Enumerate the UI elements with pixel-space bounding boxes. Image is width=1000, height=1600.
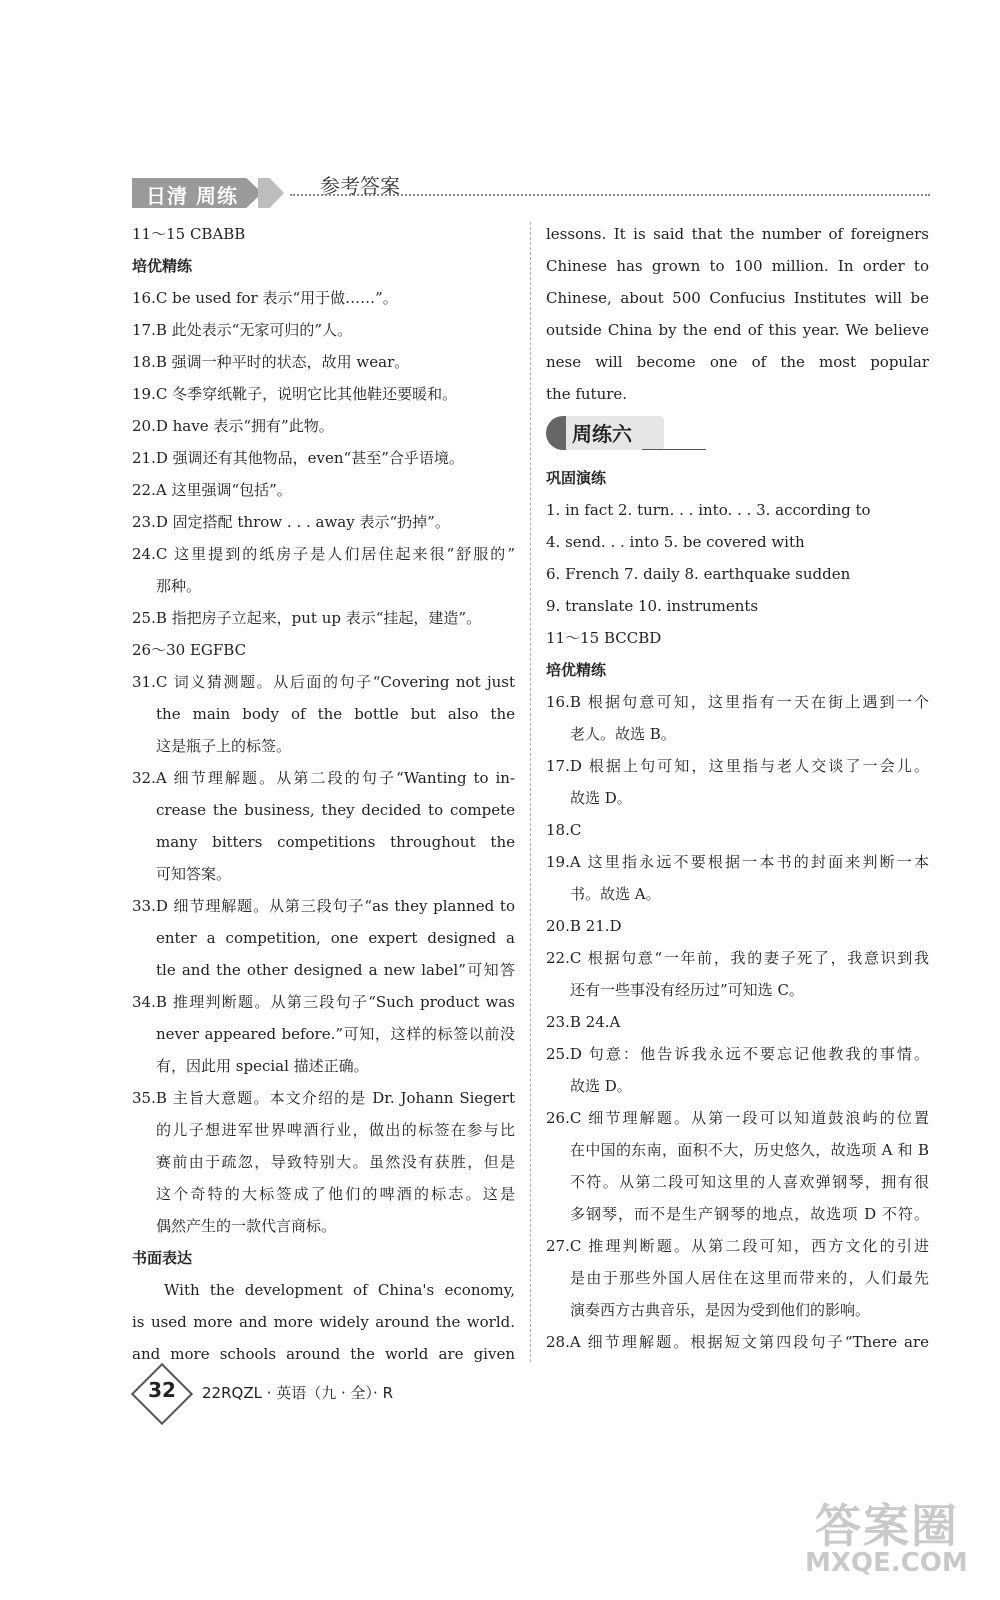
answer-line: 9. translate 10. instruments (546, 597, 759, 615)
answer-line: 6. French 7. daily 8. earthquake sudden (546, 565, 851, 583)
answer-line: outside China by the end of this year. We believe (546, 321, 929, 339)
answer-line: 21.D 强调还有其他物品，even“甚至”合乎语境。 (132, 449, 464, 467)
answer-line: 在中国的东南，面积不大，历史悠久，故选项 A 和 B (570, 1141, 929, 1159)
answer-line: 16.C be used for 表示“用于做……”。 (132, 289, 398, 307)
answer-line: 这个奇特的大标签成了他们的啤酒的标志。这是 (156, 1185, 515, 1203)
section-heading: 培优精练 (546, 661, 607, 679)
answer-line: 有，因此用 special 描述正确。 (156, 1057, 369, 1075)
week-heading-underline (642, 449, 706, 450)
answer-line: 33.D 细节理解题。从第三段句子“as they planned to (132, 897, 515, 915)
right-column (546, 218, 929, 1358)
section-heading: 培优精练 (132, 257, 193, 275)
answer-line: 11～15 BCCBD (546, 629, 662, 647)
answer-line: 多钢琴，而不是生产钢琴的地点，故选项 D 不符。 (570, 1205, 929, 1223)
watermark-logo-en: MXQE.COM (805, 1548, 968, 1578)
answer-line: 赛前由于疏忽，导致特别大。虽然没有获胜，但是 (156, 1153, 515, 1171)
answer-line: 23.B 24.A (546, 1013, 621, 1031)
answer-line: 23.D 固定搭配 throw . . . away 表示“扔掉”。 (132, 513, 450, 531)
answer-line: 18.C (546, 821, 582, 839)
answer-line: 19.A 这里指永远不要根据一本书的封面来判断一本 (546, 853, 929, 871)
header-tag: 日清 周练 (146, 184, 238, 208)
answer-line: the future. (546, 385, 628, 403)
answer-line: 22.C 根据句意“一年前，我的妻子死了，我意识到我 (546, 949, 929, 967)
answer-line: 的儿子想进军世界啤酒行业，做出的标签在参与比 (156, 1121, 515, 1139)
answer-line: and more schools around the world are given (132, 1345, 515, 1363)
answer-line: With the development of China's economy, (164, 1281, 515, 1299)
section-heading: 书面表达 (132, 1249, 193, 1267)
week-heading-marker (546, 416, 566, 450)
answer-line: 偶然产生的一款代言商标。 (156, 1217, 337, 1235)
answer-line: 18.B 强调一种平时的状态，故用 wear。 (132, 353, 410, 371)
answer-line: 11～15 CBABB (132, 225, 246, 243)
week-heading-text: 周练六 (572, 422, 632, 446)
answer-line: 26～30 EGFBC (132, 641, 247, 659)
answer-line: 17.B 此处表示“无家可归的”人。 (132, 321, 352, 339)
answer-line: 24.C 这里提到的纸房子是人们居住起来很“舒服的” (132, 545, 515, 563)
week-six-heading (546, 410, 929, 462)
answer-line: nese will become one of the most popular (546, 353, 929, 371)
header-band-arrow (258, 178, 284, 208)
header-dotted-rule (290, 194, 930, 196)
answer-line: 4. send. . . into 5. be covered with (546, 533, 805, 551)
answer-line: crease the business, they decided to compete (156, 801, 515, 819)
answer-line: 16.B 根据句意可知，这里指有一天在街上遇到一个 (546, 693, 929, 711)
answer-line: 32.A 细节理解题。从第二段的句子“Wanting to in- (132, 769, 515, 787)
page-title: 参考答案 (320, 174, 400, 198)
answer-line: 那种。 (156, 577, 202, 595)
answer-line: 是由于那些外国人居住在这里而带来的，人们最先 (570, 1269, 929, 1287)
answer-line: 31.C 词义猜测题。从后面的句子“Covering not just (132, 673, 515, 691)
answer-line: lessons. It is said that the number of foreigners (546, 225, 929, 243)
answer-line: enter a competition, one expert designed a (156, 929, 515, 947)
answer-line: 27.C 推理判断题。从第二段可知，西方文化的引进 (546, 1237, 929, 1255)
answer-line: Chinese has grown to 100 million. In order to (546, 257, 929, 275)
answer-line: the main body of the bottle but also the (156, 705, 515, 723)
answer-line: many bitters competitions throughout the (156, 833, 515, 851)
answer-line: 演奏西方古典音乐，是因为受到他们的影响。 (570, 1301, 871, 1319)
answer-line: 这是瓶子上的标签。 (156, 737, 292, 755)
answer-line: 34.B 推理判断题。从第三段句子“Such product was (132, 993, 515, 1011)
answer-line: 25.D 句意：他告诉我永远不要忘记他教我的事情。 (546, 1045, 929, 1063)
answer-line: 20.D have 表示“拥有”此物。 (132, 417, 334, 435)
section-heading: 巩固演练 (546, 469, 607, 487)
answer-line: is used more and more widely around the world. (132, 1313, 515, 1331)
answer-line: tle and the other designed a new label”可知答 (156, 961, 515, 979)
footer-code: 22RQZL · 英语（九 · 全）· R (202, 1384, 394, 1402)
answer-line: 书。故选 A。 (570, 885, 661, 903)
answer-line: 可知答案。 (156, 865, 232, 883)
answer-line: 28.A 细节理解题。根据短文第四段句子“There are (546, 1333, 929, 1351)
left-column (132, 218, 515, 1370)
answer-line: 不符。从第二段可知这里的人喜欢弹钢琴，拥有很 (570, 1173, 929, 1191)
column-divider (530, 222, 531, 1362)
answer-line: 19.C 冬季穿纸靴子，说明它比其他鞋还要暖和。 (132, 385, 458, 403)
answer-line: 1. in fact 2. turn. . . into. . . 3. according to (546, 501, 871, 519)
answer-line: Chinese, about 500 Confucius Institutes will be (546, 289, 929, 307)
answer-line: 20.B 21.D (546, 917, 622, 935)
answer-line: 22.A 这里强调“包括”。 (132, 481, 292, 499)
answer-line: 故选 D。 (570, 789, 632, 807)
week-six-answers (546, 462, 929, 1358)
answer-line: 老人。故选 B。 (570, 725, 676, 743)
page-number: 32 (148, 1378, 176, 1402)
answer-line: 35.B 主旨大意题。本文介绍的是 Dr. Johann Siegert (132, 1089, 515, 1107)
answer-line: 故选 D。 (570, 1077, 632, 1095)
watermark-logo-cn: 答案圈 (815, 1499, 959, 1553)
answer-line: 26.C 细节理解题。从第一段可以知道鼓浪屿的位置 (546, 1109, 929, 1127)
essay-continuation (546, 218, 929, 410)
answer-line: 25.B 指把房子立起来，put up 表示“挂起，建造”。 (132, 609, 482, 627)
answer-line: 17.D 根据上句可知，这里指与老人交谈了一会儿。 (546, 757, 929, 775)
answer-line: 还有一些事没有经历过”可知选 C。 (570, 981, 804, 999)
answer-line: never appeared before.”可知，这样的标签以前没 (156, 1025, 515, 1043)
